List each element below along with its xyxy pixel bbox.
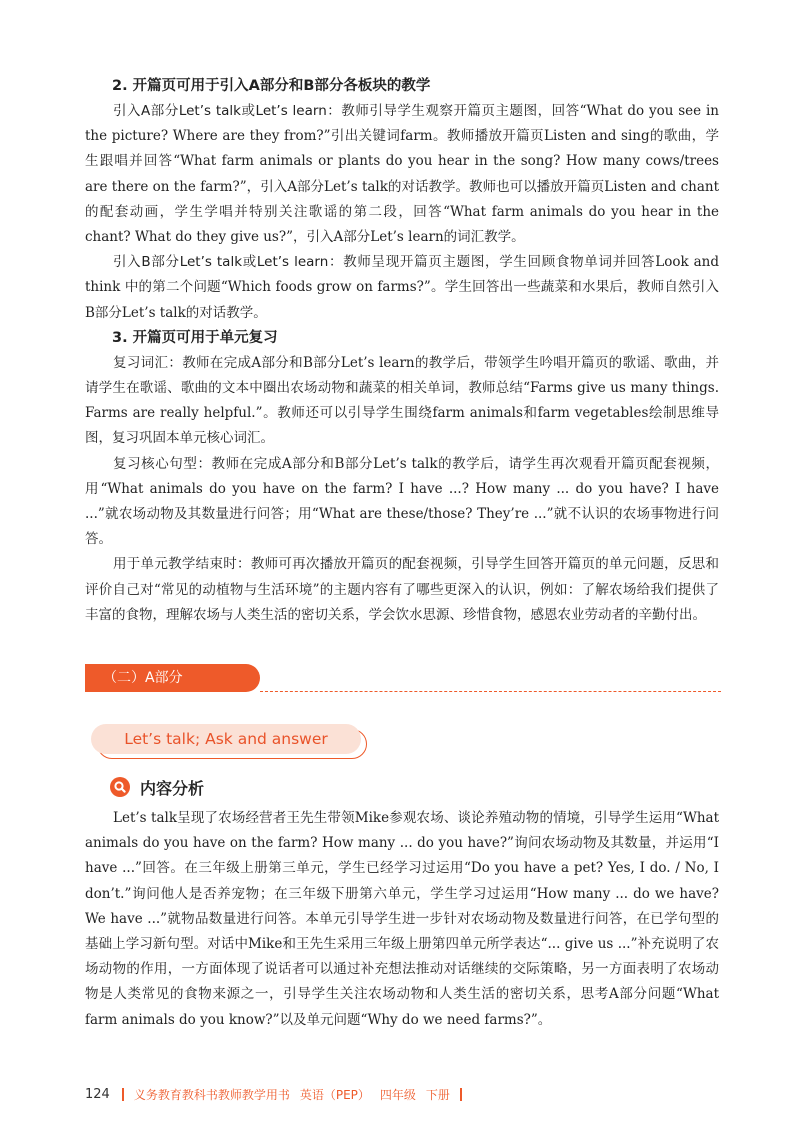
paragraph-lead: 复习核心句型：: [113, 455, 212, 472]
analysis-body: [0, 806, 800, 1033]
analysis-title: 内容分析: [140, 778, 205, 798]
page-number: 124: [85, 1086, 110, 1102]
section-3-paragraph-2: [85, 452, 719, 553]
section-3-paragraph-1: [85, 351, 719, 452]
section-3-heading: 3. 开篇页可用于单元复习: [112, 329, 278, 346]
section-3-paragraph-3: [85, 552, 719, 628]
paragraph-lead: 引入A部分Let’s talk或Let’s learn：: [113, 103, 342, 119]
lesson-tag-label: Let’s talk; Ask and answer: [91, 724, 361, 754]
lesson-tag: [91, 724, 373, 760]
section-label: （二）A部分: [85, 664, 260, 692]
section-2-heading: 2. 开篇页可用于引入A部分和B部分各板块的教学: [112, 78, 431, 94]
section-2-paragraph-2: [85, 250, 719, 326]
upper-content: [0, 74, 800, 628]
section-bar: [85, 664, 721, 692]
paragraph-lead: 用于单元教学结束时：: [113, 556, 251, 573]
footer-volume: 下册: [425, 1087, 450, 1102]
footer-subject: 英语（PEP）: [299, 1087, 370, 1102]
footer-separator: [122, 1088, 124, 1101]
paragraph-text: 教师引导学生观察开篇页主题图，回答“What do you see in the picture? Where are they from?”引出关键词farm。教师播放开篇页Listen and sing的歌曲，学生跟唱并回答“What farm animals or plants do you hear in the song? How many cows/trees are there on the farm?”，引入A部分Let’s talk的对话教学。教师也可以播放开篇页Listen and chant的配套动画，学生学唱并特别关注歌谣的第二段，回答“What farm animals do you hear in the chant? What do they give us?”，引入A部分Let’s learn的词汇教学。: [85, 103, 719, 246]
page-footer: [85, 1083, 472, 1105]
section-2-paragraph-1: [85, 99, 719, 250]
section-divider: [260, 691, 721, 692]
magnifier-icon: [110, 777, 130, 797]
paragraph-text: 教师在完成A部分和B部分Let’s talk的教学后，请学生再次观看开篇页配套视频，用“What animals do you have on the farm? I have ...? How many ... do you have? I have ...”就农场动物及其数量进行问答；用“What are these/those? They’re ...”就不认识的农场事物进行问答。: [85, 455, 720, 548]
paragraph-text: 教师可再次播放开篇页的配套视频，引导学生回答开篇页的单元问题，反思和评价自己对“常见的动植物与生活环境”的主题内容有了哪些更深入的认识，例如：了解农场给我们提供了丰富的食物，理解农场与人类生活的密切关系，学会饮水思源、珍惜食物，感恩农业劳动者的辛勤付出。: [85, 556, 720, 623]
analysis-header: [110, 774, 204, 800]
footer-separator-end: [460, 1088, 462, 1101]
paragraph-text: 教师呈现开篇页主题图，学生回顾食物单词并回答Look and think 中的第二个问题“Which foods grow on farms?”。学生回答出一些蔬菜和水果后，教师自然引入B部分Let’s talk的对话教学。: [85, 254, 719, 321]
footer-book-title: 义务教育教科书教师教学用书: [133, 1087, 290, 1102]
paragraph-lead: 复习词汇：: [113, 354, 183, 371]
analysis-paragraph: Let’s talk呈现了农场经营者王先生带领Mike参观农场、谈论养殖动物的情境，引导学生运用“What animals do you have on the farm? How many ... do you have?”询问农场动物及其数量，并运用“I have ...”回答。在三年级上册第三单元，学生已经学习过运用“Do you have a pet? Yes, I do. / No, I don’t.”询问他人是否养宠物；在三年级下册第六单元，学生学习过运用“How many ... do we have? We have ...”就物品数量进行问答。本单元引导学生进一步针对农场动物及数量进行问答，在已学句型的基础上学习新句型。对话中Mike和王先生采用三年级上册第四单元所学表达“... give us ...”补充说明了农场动物的作用，一方面体现了说话者可以通过补充想法推动对话继续的交际策略，另一方面表明了农场动物是人类常见的食物来源之一，引导学生关注农场动物和人类生活的密切关系，思考A部分问题“What farm animals do you know?”以及单元问题“Why do we need farms?”。: [85, 810, 719, 1028]
paragraph-text: 教师在完成A部分和B部分Let’s learn的教学后，带领学生吟唱开篇页的歌谣、歌曲，并请学生在歌谣、歌曲的文本中圈出农场动物和蔬菜的相关单词，教师总结“Farms give us many things. Farms are really helpful.”。教师还可以引导学生围绕farm animals和farm vegetables绘制思维导图，复习巩固本单元核心词汇。: [85, 354, 720, 447]
paragraph-lead: 引入B部分Let’s talk或Let’s learn：: [113, 254, 344, 271]
footer-grade: 四年级: [379, 1087, 416, 1102]
